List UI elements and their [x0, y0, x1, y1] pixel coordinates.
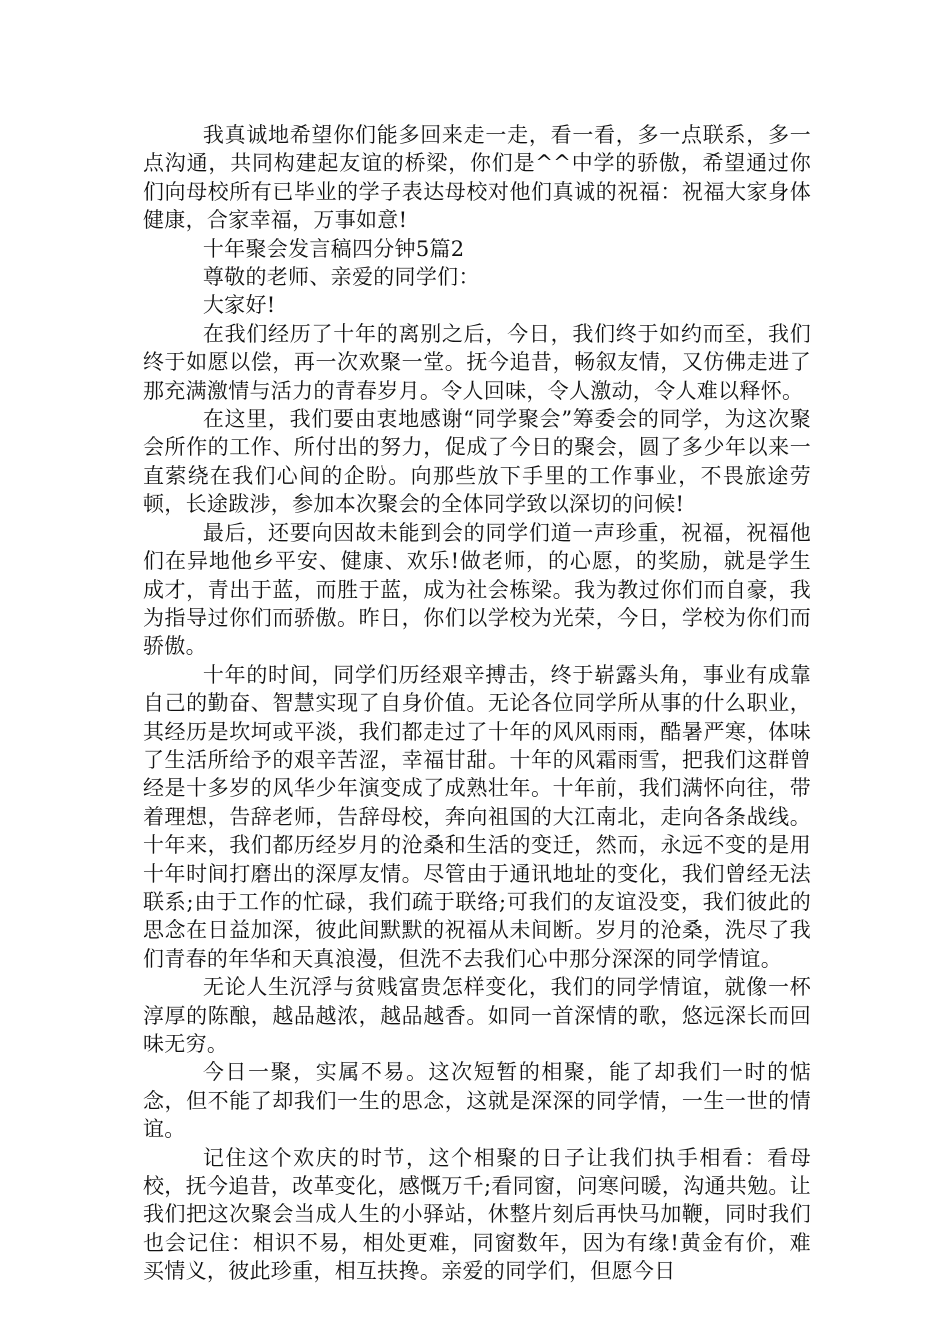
document-body: [143, 121, 811, 1286]
section-heading: 十年聚会发言稿四分钟5篇2: [202, 236, 465, 261]
paragraph-remember: 记住这个欢庆的时节，这个相聚的日子让我们执手相看：看母校，抚今追昔，改革变化，感慨万千;看同窗，问寒问暖，沟通共勉。让我们把这次聚会当成人生的小驿站，休整片刻后再快马加鞭，同时我们也会记住：相识不易，相处更难，同窗数年，因为有缘!黄金有价，难买情义，彼此珍重，相互扶搀。亲爱的同学们，但愿今日: [143, 1145, 811, 1284]
paragraph-absent-classmates: 最后，还要向因故未能到会的同学们道一声珍重，祝福，祝福他们在异地他乡平安、健康、欢乐!做老师，的心愿，的奖励，就是学生成才，青出于蓝，而胜于蓝，成为社会栋梁。我为教过你们而自豪，我为指导过你们而骄傲。昨日，你们以学校为光荣，今日，学校为你们而骄傲。: [143, 520, 811, 659]
salutation: 尊敬的老师、亲爱的同学们：: [202, 265, 480, 290]
paragraph-thanks: 在这里，我们要由衷地感谢“同学聚会”筹委会的同学，为这次聚会所作的工作、所付出的努力，促成了今日的聚会，圆了多少年以来一直萦绕在我们心间的企盼。向那些放下手里的工作事业，不畏旅途劳顿，长途跋涉，参加本次聚会的全体同学致以深切的问候!: [143, 407, 811, 517]
paragraph-gathering: 今日一聚，实属不易。这次短暂的相聚，能了却我们一时的惦念，但不能了却我们一生的思念，这就是深深的同学情，一生一世的情谊。: [143, 1060, 811, 1142]
paragraph-reunion: 在我们经历了十年的离别之后，今日，我们终于如约而至，我们终于如愿以偿，再一次欢聚一堂。抚今追昔，畅叙友情，又仿佛走进了那充满激情与活力的青春岁月。令人回味，令人激动，令人难以释怀。: [143, 321, 811, 403]
paragraph-closing-wishes: 我真诚地希望你们能多回来走一走，看一看，多一点联系，多一点沟通，共同构建起友谊的桥梁，你们是^^中学的骄傲，希望通过你们向母校所有已毕业的学子表达母校对他们真诚的祝福：祝福大家身体健康，合家幸福，万事如意!: [143, 123, 811, 233]
paragraph-ten-years: 十年的时间，同学们历经艰辛搏击，终于崭露头角，事业有成靠自己的勤奋、智慧实现了自身价值。无论各位同学所从事的什么职业，其经历是坎坷或平淡，我们都走过了十年的风风雨雨，酷暑严寒，体味了生活所给予的艰辛苦涩，幸福甘甜。十年的风霜雨雪，把我们这群曾经是十多岁的风华少年演变成了成熟壮年。十年前，我们满怀向往，带着理想，告辞老师，告辞母校，奔向祖国的大江南北，走向各条战线。十年来，我们都历经岁月的沧桑和生活的变迁，然而，永远不变的是用十年时间打磨出的深厚友情。尽管由于通讯地址的变化，我们曾经无法联系;由于工作的忙碌，我们疏于联络;可我们的友谊没变，我们彼此的思念在日益加深，彼此间默默的祝福从未间断。岁月的沧桑，洗尽了我们青春的年华和天真浪漫，但洗不去我们心中那分深深的同学情谊。: [143, 662, 811, 971]
paragraph-friendship: 无论人生沉浮与贫贱富贵怎样变化，我们的同学情谊，就像一杯淳厚的陈酿，越品越浓，越品越香。如同一首深情的歌，悠远深长而回味无穷。: [143, 975, 811, 1056]
greeting: 大家好!: [202, 293, 276, 318]
